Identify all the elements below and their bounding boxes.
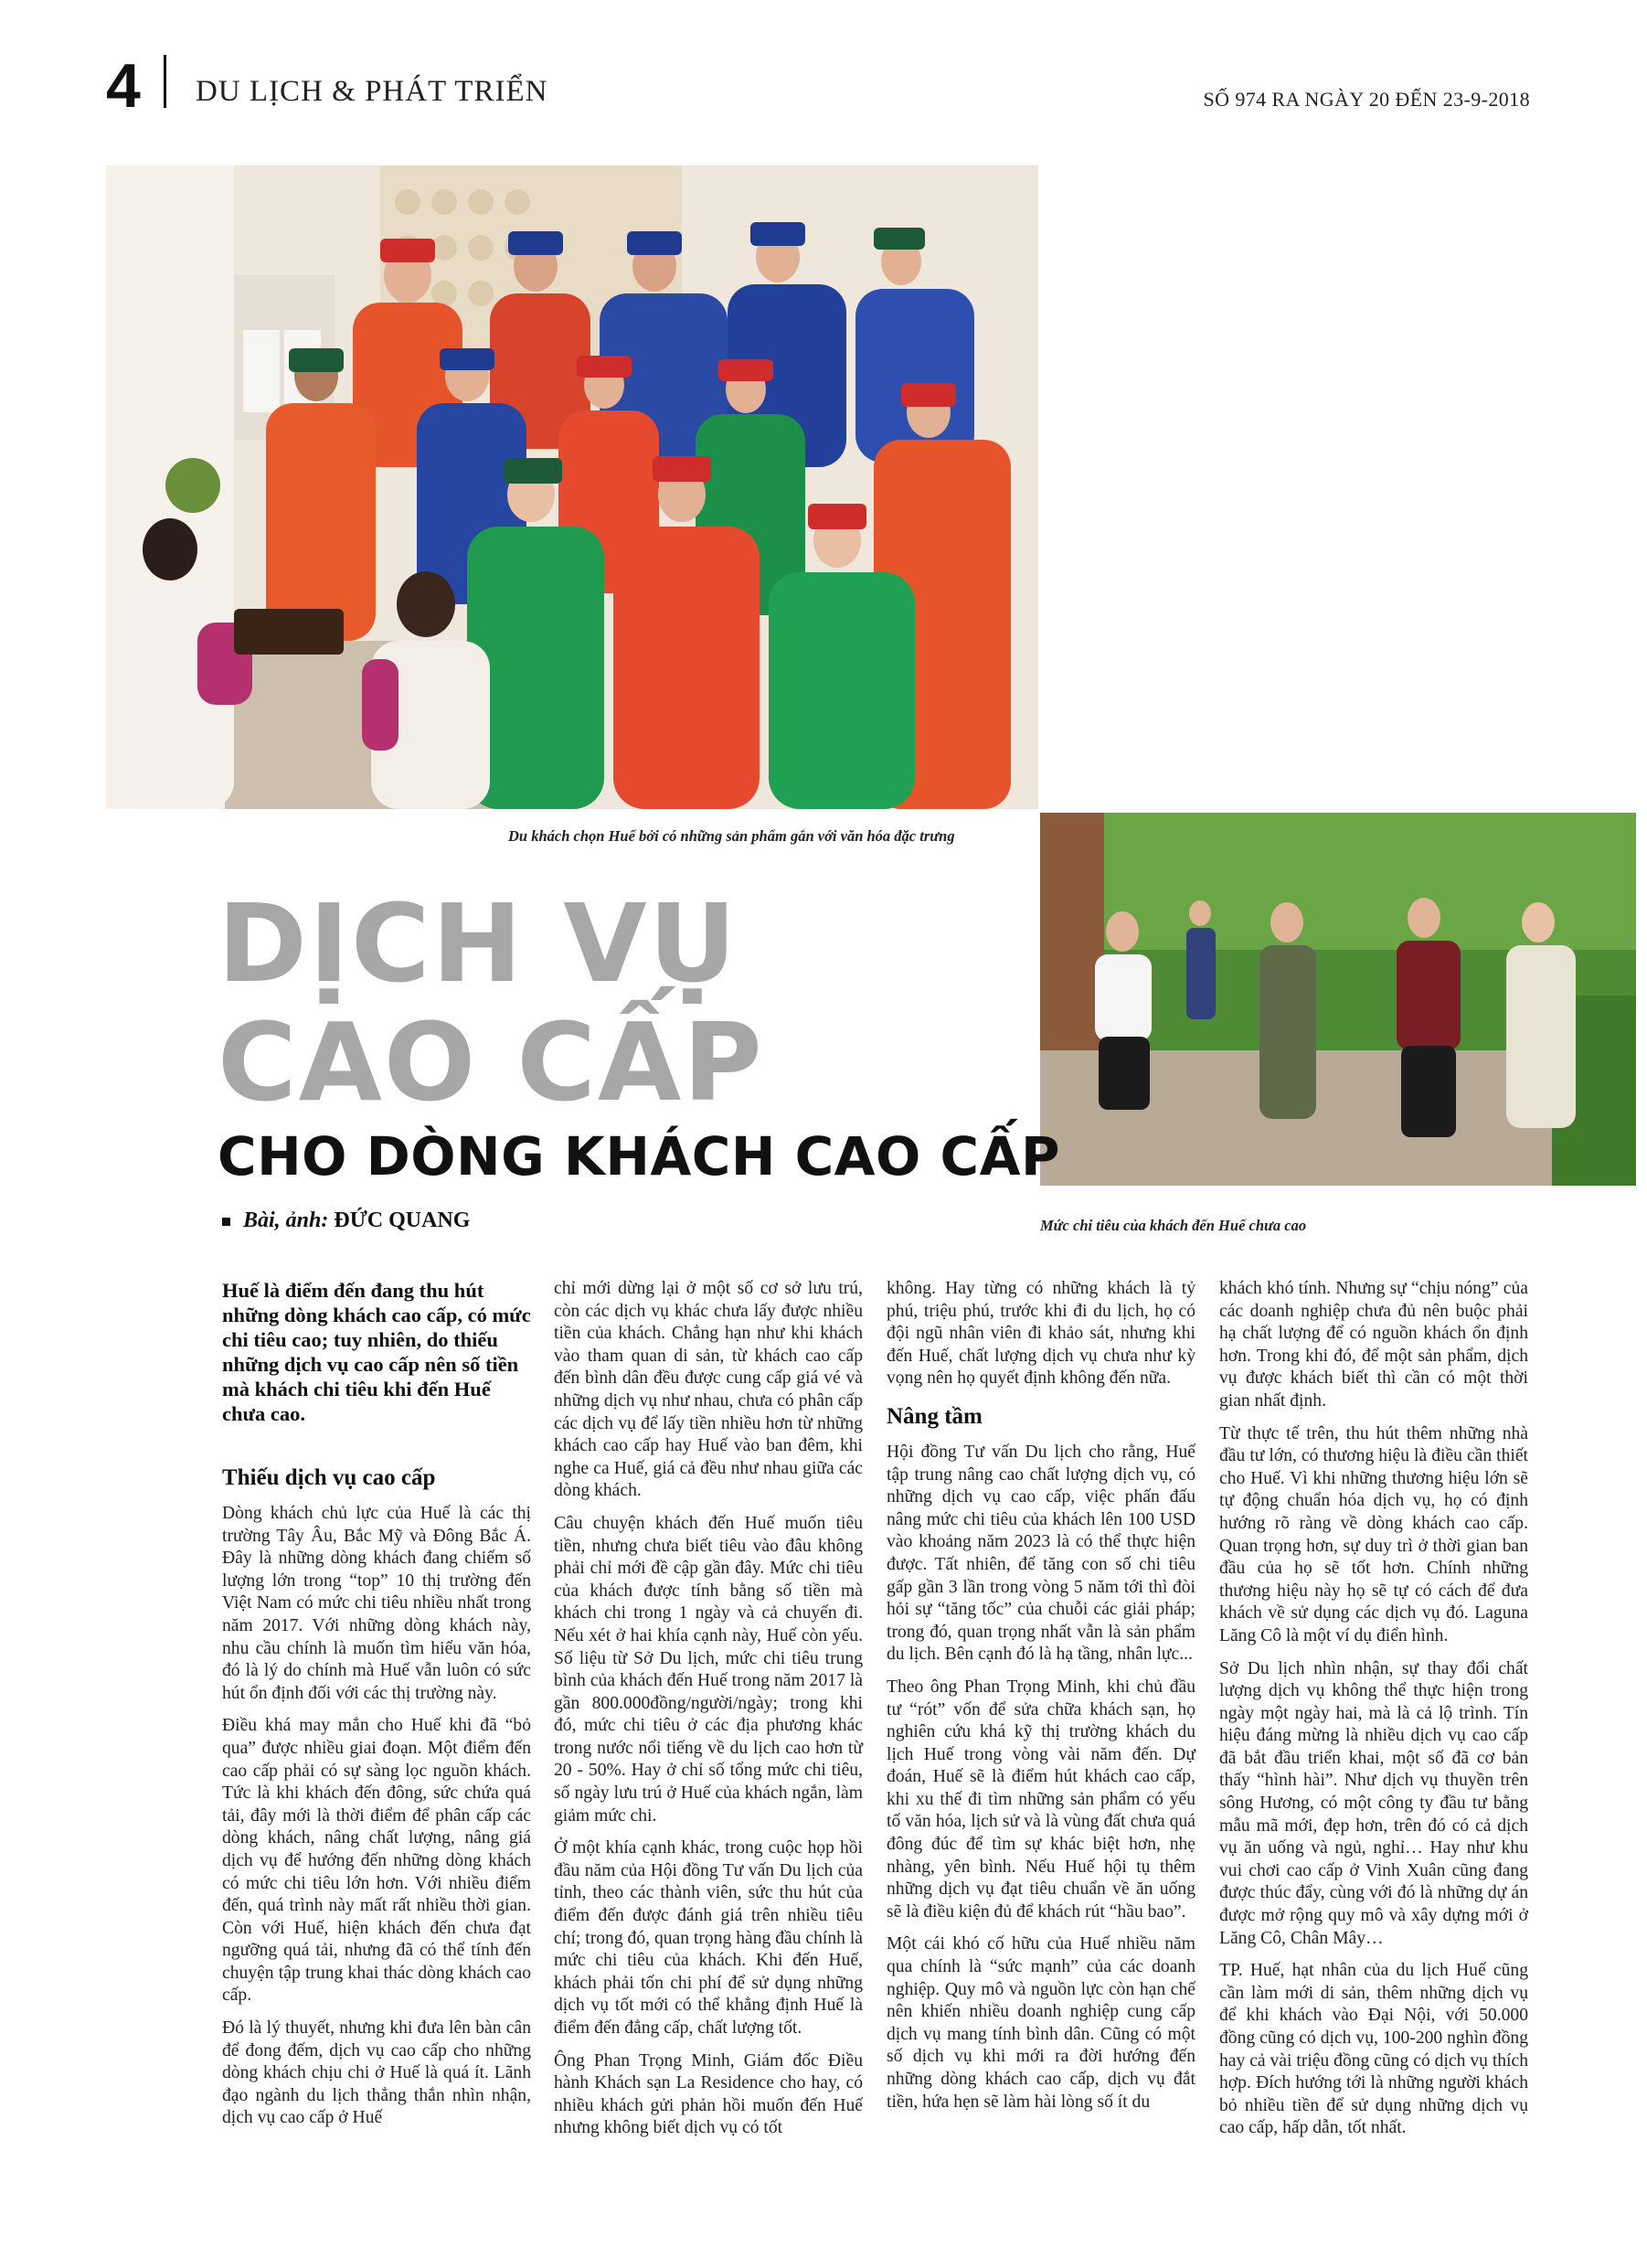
paragraph: Một cái khó cố hữu của Huế nhiều năm qua chính là “sức mạnh” của các doanh nghiệp. Quy mô và nguồn lực còn hạn chế nên khiến nhiều doanh nghiệp cung cấp dịch vụ mang tính bình dân. Cũng có một số dịch vụ khi mới ra đời hướng đến những dòng khách cao cấp, dịch vụ đắt tiền, hứa hẹn sẽ làm hài lòng số ít du [887,1934,1195,2112]
page-number: 4 [106,51,141,121]
article-lead: Huế là điểm đến đang thu hút những dòng khách cao cấp, có mức chi tiêu cao; tuy nhiên, do thiếu những dịch vụ cao cấp nên số tiền mà khách chi tiêu khi đến Huế chưa cao. [222,1279,531,1425]
photo-tourists-royal-costumes [106,165,1038,809]
headline-line-2: CAO CẤP [218,999,764,1125]
issue-info: SỐ 974 RA NGÀY 20 ĐẾN 23-9-2018 [1203,88,1530,111]
article-column-1 [222,1278,531,2140]
article-column-4 [1219,1278,1528,2150]
paragraph: khách khó tính. Nhưng sự “chịu nóng” của các doanh nghiệp chưa đủ nên buộc phải hạ chất lượng để có nguồn khách ổn định hơn. Trong khi đó, để một sản phẩm, dịch vụ được khách biết thì cần có một thời gian nhất định. [1219,1279,1528,1411]
paragraph: Ở một khía cạnh khác, trong cuộc họp hồi đầu năm của Hội đồng Tư vấn Du lịch của tỉnh, theo các thành viên, sức thu hút của điểm đến được đánh giá trên nhiều tiêu chí; trong đó, quan trọng hàng đầu chính là mức chi tiêu của khách. Khi đến Huế, khách phải tốn chi phí để sử dụng những dịch vụ tốt mới có thể khẳng định Huế là điểm đến đẳng cấp, chất lượng tốt. [554,1838,863,2038]
paragraph: Điều khá may mắn cho Huế khi đã “bỏ qua” được nhiều giai đoạn. Một điểm đến cao cấp phải có sự sàng lọc nguồn khách. Tức là khi khách đến đông, sức chứa quá tải, đây mới là thời điểm để phân cấp các dòng khách, nâng chất lượng, nâng giá dịch vụ để hướng đến những dòng khách có mức chi tiêu lớn hơn. Với nhiều điểm đến, quá trình này mất rất nhiều thời gian. Còn với Huế, hiện khách đến chưa đạt ngưỡng quá tải, nhưng đã có thể tính đến chuyện tập trung khai thác dòng khách cao cấp. [222,1716,531,2006]
byline [222,1209,470,1233]
photo-tourists-walking [1040,813,1636,1186]
paragraph: Câu chuyện khách đến Huế muốn tiêu tiền, nhưng chưa biết tiêu vào đâu không phải chỉ mới đề cập gần đây. Mức chi tiêu của khách được tính bằng số tiền mà khách chi trong 1 ngày và cả chuyến đi. Nếu xét ở hai khía cạnh này, Huế còn yếu. Số liệu từ Sở Du lịch, mức chi tiêu trung bình của khách đến Huế trong năm 2017 là gần 800.000đồng/người/ngày; trong khi đó, mức chi tiêu ở các địa phương khác trong nước nổi tiếng về du lịch cao hơn từ 20 - 50%. Hay ở chỉ số tổng mức chi tiêu, số ngày lưu trú ở Huế của khách ngắn, làm giảm mức chi. [554,1513,863,1826]
section-name: DU LỊCH & PHÁT TRIỂN [196,75,548,108]
paragraph: Từ thực tế trên, thu hút thêm những nhà đầu tư lớn, có thương hiệu là điều cần thiết cho Huế. Vì khi những thương hiệu lớn sẽ tự động chuẩn hóa dịch vụ, họ có định hướng rõ ràng về dòng khách cao cấp. Quan trọng hơn, sự duy trì ở thời gian ban đầu của họ sẽ tốt hơn. Chính những thương hiệu này họ sẽ tự có cách để đưa khách về sử dụng các dịch vụ đó. Laguna Lăng Cô là một ví dụ điển hình. [1219,1423,1528,1645]
subhead-nang-tam: Nâng tầm [887,1403,983,1429]
paragraph: Ông Phan Trọng Minh, Giám đốc Điều hành Khách sạn La Residence cho hay, có nhiều khách gửi phản hồi muốn đến Huế nhưng không biết dịch vụ có tốt [554,2050,863,2138]
headline-line-1: DỊCH VỤ [218,880,738,1006]
article-column-2 [554,1278,863,2150]
subhead-thieu-dich-vu: Thiếu dịch vụ cao cấp [222,1465,436,1490]
header-divider [164,55,166,108]
paragraph: Theo ông Phan Trọng Minh, khi chủ đầu tư “rót” vốn để sửa chữa khách sạn, họ nghiên cứu khá kỹ thị trường khách du lịch Huế trong vòng vài năm đến. Dự đoán, Huế sẽ là điểm hút khách cao cấp, khi xu thế đi tìm những sản phẩm có yếu tố văn hóa, lịch sử và là vùng đất chưa quá đông đúc để tìm sự khác biệt hơn, nhẹ nhàng, yên bình. Nếu Huế hội tụ thêm những dịch vụ đạt tiêu chuẩn về ăn uống sẽ là điều kiện đủ để khách rút “hầu bao”. [887,1677,1195,1922]
paragraph: không. Hay từng có những khách là tỷ phú, triệu phú, trước khi đi du lịch, họ có đội ngũ nhân viên đi khảo sát, nhưng khi đến Huế, chất lượng dịch vụ chưa như kỳ vọng nên họ quyết định không đến nữa. [887,1279,1195,1389]
photo-caption-main: Du khách chọn Huế bởi có những sản phẩm gắn với văn hóa đặc trưng [508,827,955,845]
headline-line-3: CHO DÒNG KHÁCH CAO CẤP [218,1125,1060,1187]
paragraph: Đó là lý thuyết, nhưng khi đưa lên bàn cân để đong đếm, dịch vụ cao cấp cho những dòng khách chịu chi ở Huế là quá ít. Lãnh đạo ngành du lịch thẳng thắn nhìn nhận, dịch vụ cao cấp ở Huế [222,2018,531,2128]
bullet-square-icon [222,1218,230,1226]
paragraph: Hội đồng Tư vấn Du lịch cho rằng, Huế tập trung nâng cao chất lượng dịch vụ, có những dịch vụ cao cấp, việc phấn đấu nâng mức chi tiêu của khách lên 100 USD vào khoảng năm 2023 là có thể thực hiện được. Tất nhiên, để tăng con số chi tiêu gấp gần 3 lần trong vòng 5 năm tới thì đòi hỏi sự “tăng tốc” của chuỗi các giải pháp; trong đó, quan trọng nhất vẫn là sản phẩm du lịch. Bên cạnh đó là hạ tầng, nhân lực... [887,1442,1195,1665]
byline-label: Bài, ảnh: [243,1209,329,1232]
photo-caption-second: Mức chi tiêu của khách đến Huế chưa cao [1040,1217,1307,1234]
paragraph: Sở Du lịch nhìn nhận, sự thay đổi chất lượng dịch vụ không thể thực hiện trong ngày một ngày hai, mà là cả lộ trình. Tín hiệu đáng mừng là nhiều dịch vụ cao cấp đã bắt đầu triển khai, một số đã cơ bản thấy “hình hài”. Như dịch vụ thuyền trên sông Hương, có một công ty đầu tư bằng mẫu mã mới, đẹp hơn, trên đó có cả dịch vụ ăn uống và ngủ, nghỉ… Hay như khu vui chơi cao cấp ở Vinh Xuân cũng đang được thúc đẩy, cùng với đó là những dự án được mở rộng quy mô và xây dựng mới ở Lăng Cô, Chân Mây… [1219,1658,1528,1948]
paragraph: Dòng khách chủ lực của Huế là các thị trường Tây Âu, Bắc Mỹ và Đông Bắc Á. Đây là những dòng khách đang chiếm số lượng lớn trong “top” 10 thị trường đến Việt Nam có mức chi tiêu nhiều nhất trong năm 2017. Với những dòng khách này, nhu cầu chính là muốn tìm hiểu văn hóa, đó là lý do chính mà Huế vẫn luôn có sức hút ổn định đối với các thị trường này. [222,1504,531,1703]
article-column-3 [887,1278,1195,2124]
byline-author: ĐỨC QUANG [334,1209,471,1232]
paragraph: TP. Huế, hạt nhân của du lịch Huế cũng cần làm mới di sản, thêm những dịch vụ để khi khách vào Đại Nội, với 50.000 đồng cũng có dịch vụ, 100-200 nghìn đồng hay cả vài triệu đồng cũng có dịch vụ thích hợp. Đích hướng tới là những người khách bỏ nhiều tiền để sử dụng những dịch vụ cao cấp, hấp dẫn, tốt nhất. [1219,1961,1528,2138]
paragraph: chỉ mới dừng lại ở một số cơ sở lưu trú, còn các dịch vụ khác chưa lấy được nhiều tiền của khách. Chẳng hạn như khi khách vào tham quan di sản, từ khách cao cấp đến bình dân đều được cung cấp giá vé và những dịch vụ như nhau, chưa có phân cấp các dịch vụ để lấy tiền nhiều hơn từ những khách cao cấp hay Huế vào ban đêm, khi nghe ca Huế, giá cả đều như nhau giữa các dòng khách. [554,1279,863,1501]
